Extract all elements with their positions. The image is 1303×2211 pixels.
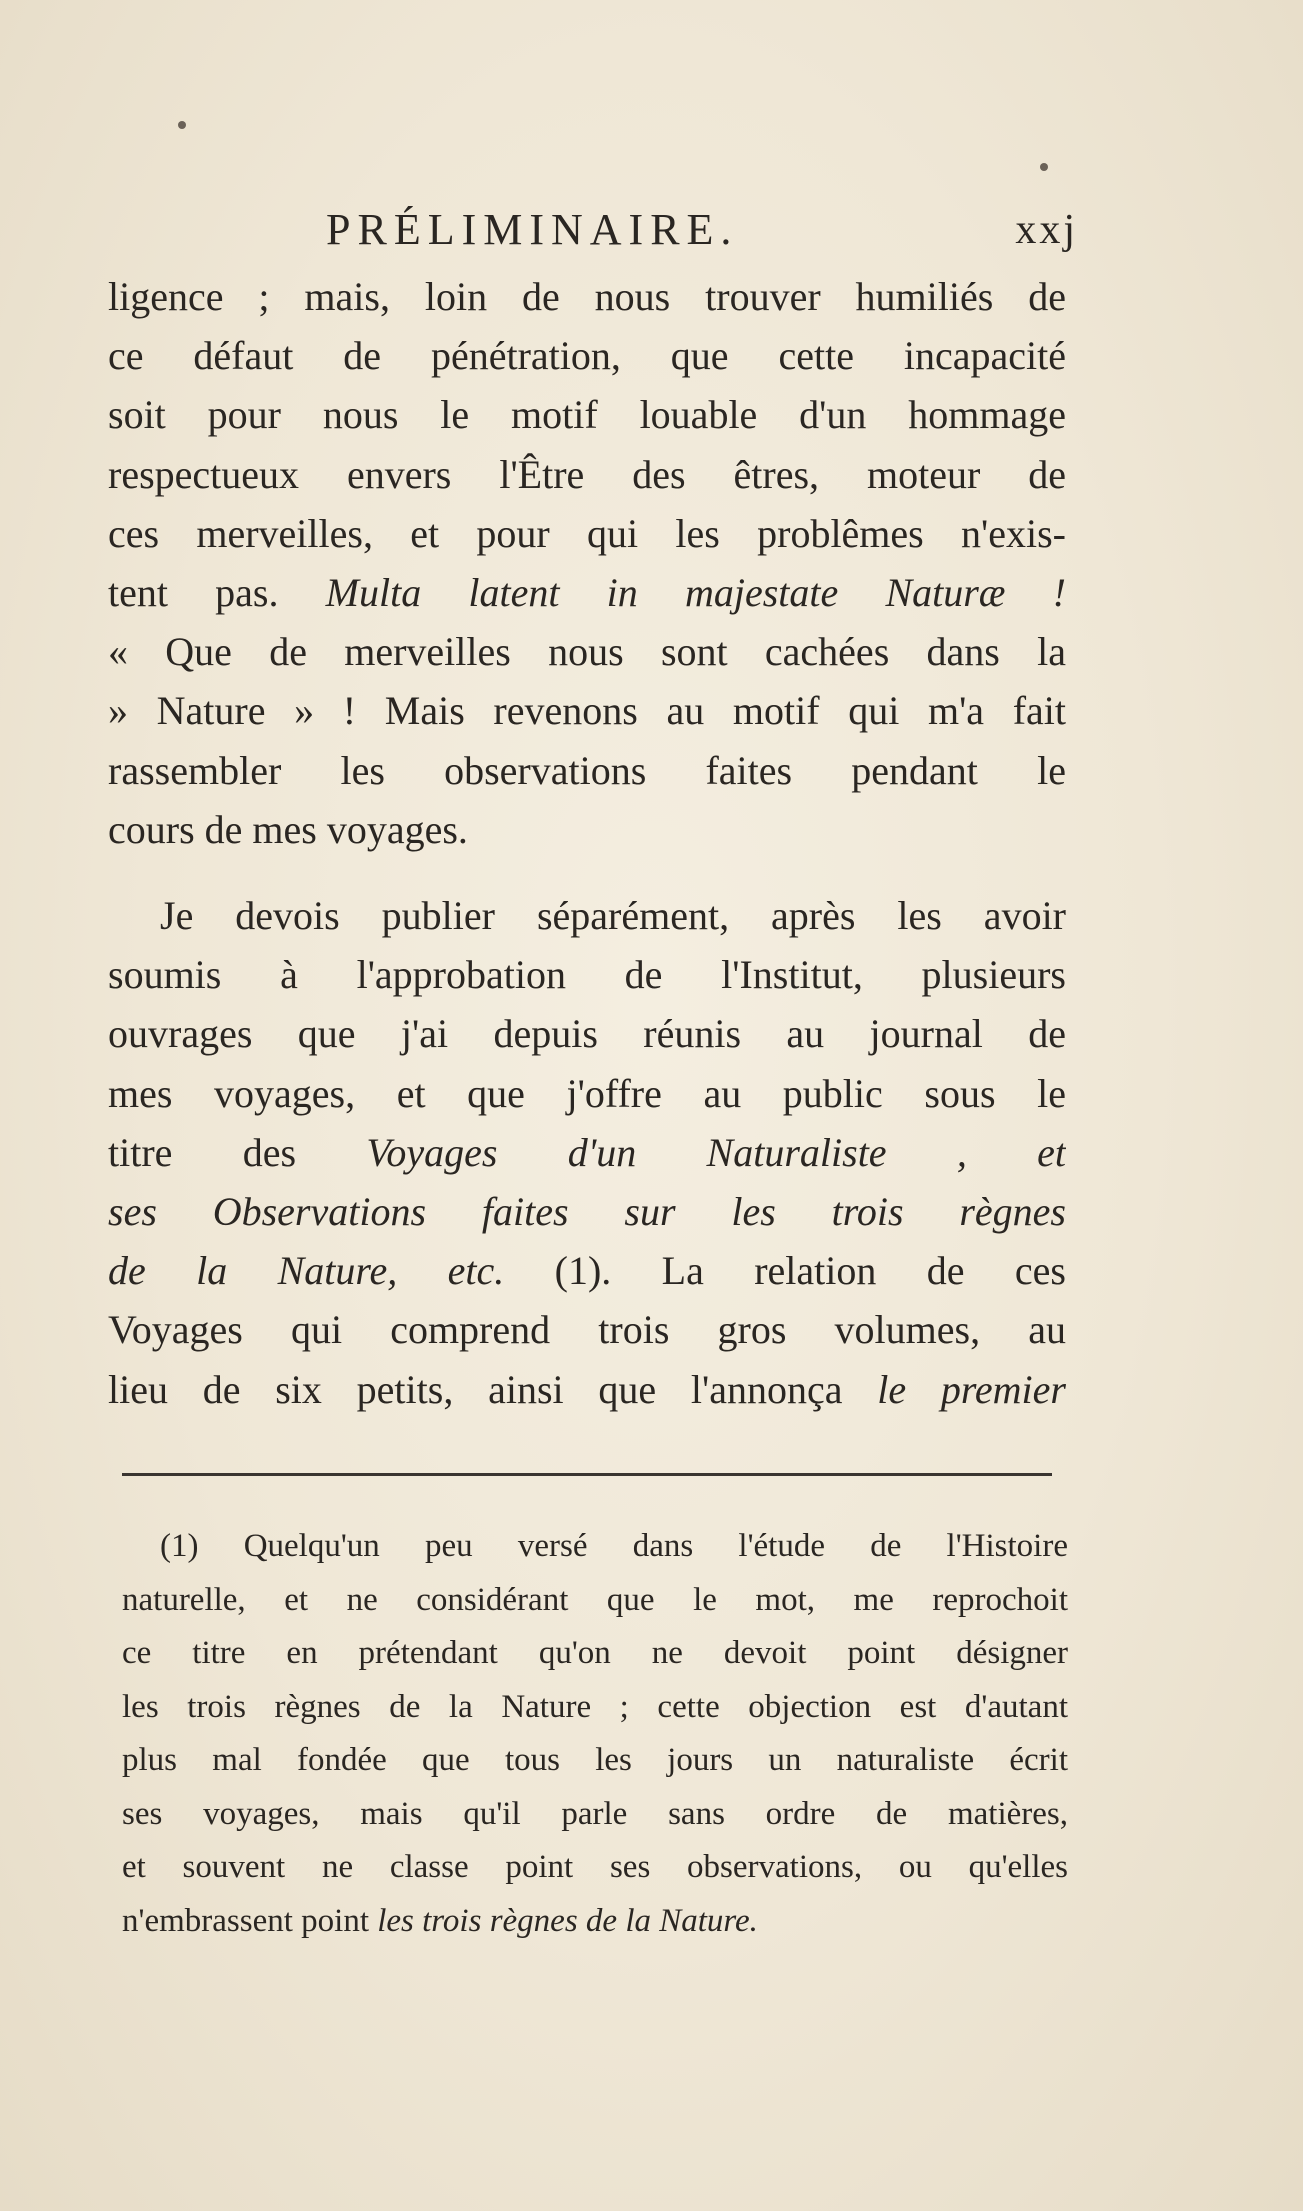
- running-title: PRÉLIMINAIRE.: [326, 205, 739, 254]
- text-run: n'embrassent point: [122, 1902, 378, 1939]
- footnote-line: plus mal fondée que tous les jours un naturaliste écrit: [122, 1742, 1068, 1778]
- paragraph-1: [108, 267, 1066, 859]
- text-line: [108, 563, 1066, 622]
- book-title: Voyages d'un Naturaliste , et: [366, 1129, 1066, 1175]
- text-line: ces merveilles, et pour qui les problêmes n'exis-: [108, 510, 1066, 556]
- text-line: soit pour nous le motif louable d'un hommage: [108, 392, 1066, 438]
- text-line: ouvrages que j'ai depuis réunis au journal de: [108, 1011, 1066, 1057]
- text-line: rassembler les observations faites pendant le: [108, 747, 1066, 793]
- paragraph-2: [108, 886, 1066, 1419]
- text-line: mes voyages, et que j'offre au public sous le: [108, 1070, 1066, 1116]
- footnote-divider: [122, 1473, 1052, 1476]
- footnote-line: les trois règnes de la Nature ; cette objection est d'autant: [122, 1688, 1068, 1725]
- text-line: respectueux envers l'Être des êtres, moteur de: [108, 451, 1066, 497]
- page-header: [108, 200, 1078, 260]
- book-title: de la Nature, etc.: [108, 1248, 505, 1294]
- book-title-line: ses Observations faites sur les trois règnes: [108, 1188, 1066, 1234]
- footnote: [122, 1520, 1068, 1948]
- footnote-line: [122, 1895, 1068, 1949]
- latin-quote: Multa latent in majestate Naturæ !: [325, 569, 1066, 615]
- ink-speck: [1040, 163, 1048, 171]
- text-line: [108, 1241, 1066, 1300]
- footnote-line: et souvent ne classe point ses observations, ou qu'elles: [122, 1849, 1068, 1885]
- footnote-line: (1) Quelqu'un peu versé dans l'étude de l'Histoire: [160, 1528, 1068, 1564]
- ink-speck: [178, 121, 186, 129]
- text-run: lieu de six petits, ainsi que l'annonça: [108, 1366, 878, 1412]
- text-line: Je devois publier séparément, après les avoir: [160, 893, 1066, 938]
- italic-run: le premier: [877, 1366, 1066, 1412]
- text-run: tent pas.: [108, 569, 326, 615]
- text-line: cours de mes voyages.: [108, 806, 468, 852]
- text-line: ce défaut de pénétration, que cette incapacité: [108, 333, 1066, 379]
- text-line: « Que de merveilles nous sont cachées dans la: [108, 629, 1066, 675]
- text-line: Voyages qui comprend trois gros volumes, au: [108, 1307, 1066, 1353]
- text-line: » Nature » ! Mais revenons au motif qui m'a fait: [108, 688, 1066, 734]
- italic-run: les trois règnes de la Nature.: [377, 1902, 758, 1939]
- text-line: ligence ; mais, loin de nous trouver humiliés de: [108, 274, 1066, 319]
- text-line: [108, 1360, 1066, 1419]
- text-line: soumis à l'approbation de l'Institut, plusieurs: [108, 952, 1066, 998]
- footnote-line: naturelle, et ne considérant que le mot, me reprochoit: [122, 1581, 1068, 1618]
- text-run: (1). La relation de ces: [504, 1248, 1066, 1294]
- text-run: titre des: [108, 1129, 367, 1175]
- footnote-line: ce titre en prétendant qu'on ne devoit point désigner: [122, 1635, 1068, 1671]
- footnote-line: ses voyages, mais qu'il parle sans ordre de matières,: [122, 1795, 1068, 1832]
- page-number: xxj: [1015, 207, 1078, 253]
- text-line: [108, 1123, 1066, 1182]
